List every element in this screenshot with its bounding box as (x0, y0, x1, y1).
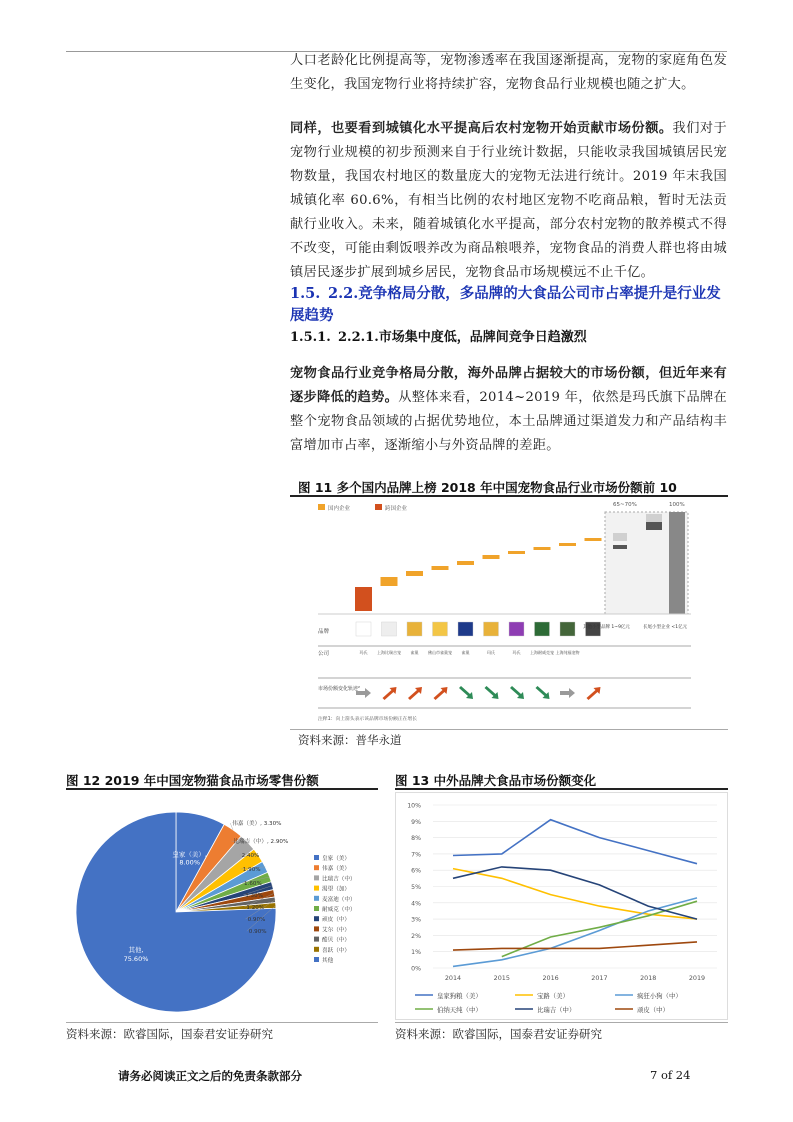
y-tick-label: 10% (407, 802, 421, 810)
y-tick-label: 0% (411, 965, 421, 973)
trend-down-arrow-icon (536, 686, 550, 699)
legend-label: 伟嘉（美） (322, 866, 350, 873)
company-label: 上海耐威克宠 (530, 650, 554, 655)
figure-12-source: 资料来源：欧睿国际，国泰君安证券研究 (66, 1027, 273, 1041)
legend-label: 顽皮（中） (322, 917, 350, 924)
figure-12-title: 图 12 2019 年中国宠物猫食品市场零售份额 (66, 773, 319, 788)
waterfall-bar (483, 555, 500, 559)
legend-label: 艾尔（中） (322, 927, 350, 934)
legend-swatch (314, 875, 319, 880)
subsection-heading (290, 326, 587, 345)
x-tick-label: 2015 (493, 974, 510, 982)
row-brand-label: 品牌 (318, 629, 330, 635)
y-tick-label: 5% (411, 884, 421, 891)
figure-11-source: 资料来源：普华永道 (298, 733, 402, 747)
trend-down-arrow-icon (485, 686, 499, 699)
pie-label: 1.90% (242, 867, 261, 873)
footer-disclaimer: 请务必阅读正文之后的免责条款部分 (118, 1069, 302, 1083)
pie-label: 2.40% (241, 853, 260, 859)
figure-11-note: 注释1：向上箭头表示该品牌市场份额正在增长 (318, 717, 417, 722)
right-label-1: 65~70% (613, 502, 637, 508)
legend-label: 疯狂小狗（中） (637, 992, 682, 1000)
waterfall-bar (432, 566, 449, 570)
figure-11-chart (313, 498, 695, 728)
y-tick-label: 2% (411, 932, 421, 940)
company-label: 玛氏 (512, 650, 521, 655)
figure-13-chart (395, 792, 728, 1020)
trend-down-arrow-icon (510, 686, 524, 699)
brand-logo (382, 622, 397, 636)
trend-up-arrow-icon (434, 687, 448, 700)
figure-12-chart (66, 792, 378, 1020)
legend-swatch (314, 926, 319, 931)
figure-12-bottom-rule (66, 1022, 378, 1023)
legend-label: 皇家狗粮（美） (437, 992, 482, 1000)
trend-up-arrow-icon (408, 687, 422, 700)
brand-logo (484, 622, 499, 636)
figure-11-bottom-rule (290, 729, 728, 730)
figure-13-rule (395, 788, 728, 790)
pie-label: 0.90% (247, 917, 266, 923)
company-label: 玛氏 (359, 650, 368, 655)
trend-up-arrow-icon (383, 687, 397, 700)
subsection-heading-text: 2.2.1.市场集中度低，品牌间竞争日趋激烈 (338, 330, 587, 345)
trend-up-arrow-icon (587, 687, 601, 700)
brand-logo (509, 622, 524, 636)
row-trend-label: 市场份额变化轨迹² (318, 686, 361, 692)
pie-label: 8.00% (179, 858, 201, 867)
legend-label: 比瑞吉（中） (322, 876, 356, 883)
paragraph-2-text: 我们对于宠物行业规模的初步预测来自于行业统计数据，只能收录我国城镇居民宠物数量，我国农村地区的数量庞大的宠物无法进行统计。2019 年末我国城镇化率 60.6%，有相当比例的农村地区宠物不吃商品粮，暂时无法贡献行业收入。未来，随着城镇化水平提高，部分农村宠物的散养模式不得不改变，可能由剩饭喂养改为商品粮喂养，宠物食品的消费人群也将由城镇居民逐步扩展到城乡居民，宠物食品市场规模远不止千亿。 (290, 121, 728, 280)
pie-label: 伟嘉（美）, 3.30% (232, 821, 282, 827)
brand-logo (458, 622, 473, 636)
paragraph-3-text: 从整体来看，2014~2019 年，依然是玛氏旗下品牌在整个宠物食品领域的占据优势地位，本土品牌通过渠道发力和产品结构丰富增加市占率，逐渐缩小与外资品牌的差距。 (290, 390, 727, 453)
pie-label: 1.60% (244, 881, 262, 887)
legend-label: 其他 (322, 958, 334, 964)
company-label: 佛山市雀巢宠 (428, 650, 452, 655)
series-line (453, 942, 697, 950)
company-label: 雀巢 (461, 650, 470, 655)
y-tick-label: 4% (411, 900, 421, 908)
company-label: 雀巢 (410, 650, 419, 655)
others-bar-2 (613, 545, 627, 549)
legend-label: 耐威克（中） (322, 907, 356, 913)
section-heading-number: 1.5. (290, 285, 321, 302)
pie-label: 皇家（美）, (172, 850, 207, 859)
pie-label: 75.60% (123, 955, 149, 963)
paragraph-1 (290, 49, 727, 97)
paragraph-2 (290, 117, 727, 285)
legend-label: 喜跃（中） (322, 947, 350, 954)
pie-label: 比瑞吉（中）, 2.90% (233, 839, 289, 845)
legend-swatch (314, 937, 319, 942)
figure-13-title: 图 13 中外品牌犬食品市场份额变化 (395, 773, 597, 788)
legend-label: 伯纳天纯（中） (437, 1006, 482, 1014)
legend-label: 麦富迪（中） (322, 896, 356, 903)
others-long-label: 长尾小型企业 <1亿元 (643, 625, 688, 630)
legend-swatch (314, 886, 319, 891)
paragraph-1-text: 人口老龄化比例提高等，宠物渗透率在我国逐渐提高，宠物的家庭角色发生变化，我国宠物行业将持续扩容，宠物食品行业规模也随之扩大。 (290, 53, 727, 92)
brand-logo (433, 622, 448, 636)
pie-label: 1.30% (245, 893, 263, 899)
legend-domestic: 国内企业 (328, 506, 351, 512)
y-tick-label: 6% (411, 867, 421, 875)
x-tick-label: 2018 (640, 974, 657, 982)
right-label-2: 100% (669, 502, 685, 508)
legend-swatch (314, 916, 319, 921)
brand-logo (560, 622, 575, 636)
legend-swatch-domestic (318, 504, 325, 510)
legend-label: 顽皮（中） (637, 1006, 669, 1014)
waterfall-bar (381, 577, 398, 586)
paragraph-3 (290, 362, 727, 458)
x-tick-label: 2014 (444, 974, 462, 982)
row-company-label: 公司 (318, 651, 330, 657)
waterfall-bar (406, 571, 423, 576)
pie-label: 0.90% (248, 929, 267, 935)
legend-label: 酷贝（中） (322, 937, 350, 944)
figure-13-source: 资料来源：欧睿国际，国泰君安证券研究 (395, 1027, 602, 1041)
y-tick-label: 3% (411, 916, 421, 924)
series-line (453, 820, 697, 864)
others-bar-1 (613, 533, 627, 541)
company-label: 玛氏 (487, 650, 495, 655)
section-heading-text: 2.2.竞争格局分散，多品牌的大食品公司市占率提升是行业发展趋势 (290, 285, 721, 324)
company-label: 上海比瑞吉宠 (377, 650, 401, 655)
waterfall-bar (559, 543, 576, 546)
subsection-heading-number: 1.5.1. (290, 330, 331, 345)
waterfall-bar (585, 538, 602, 541)
x-tick-label: 2017 (591, 974, 608, 982)
trend-down-arrow-icon (459, 686, 473, 699)
legend-swatch (314, 957, 319, 962)
waterfall-bar (534, 547, 551, 550)
trend-flat-arrow-icon (560, 688, 575, 698)
legend-swatch (314, 906, 319, 911)
page-number: 7 of 24 (650, 1068, 691, 1082)
series-line (453, 867, 697, 919)
legend-label: 皇家（美） (322, 856, 350, 862)
y-tick-label: 1% (411, 949, 421, 957)
figure-13-bottom-rule (395, 1022, 728, 1023)
pie-label: 1.20% (246, 905, 265, 911)
brand-logo (356, 622, 371, 636)
legend-swatch (314, 947, 319, 952)
legend-swatch (314, 896, 319, 901)
figure-12-rule (66, 788, 378, 790)
waterfall-bar (508, 551, 525, 554)
others-bar-3 (646, 514, 662, 522)
brand-logo (407, 622, 422, 636)
others-small-label: 其他小型品牌 1~9亿元 (583, 625, 630, 630)
paragraph-2-bold: 同样，也要看到城镇化水平提高后农村宠物开始贡献市场份额。 (290, 121, 673, 136)
x-tick-label: 2019 (688, 974, 706, 982)
legend-label: 渴望（加） (322, 886, 350, 893)
company-label: 上海纯福宠物 (555, 650, 580, 655)
y-tick-label: 7% (411, 851, 421, 859)
legend-label: 比瑞吉（中） (537, 1006, 576, 1014)
legend-swatch (314, 855, 319, 860)
paragraph-3-bold: 宠物食品行业竞争格局分散，海外品牌占据较大的市场份额，但近年来有逐步降低的趋势。 (290, 366, 727, 405)
x-tick-label: 2016 (542, 974, 559, 982)
total-bar (669, 512, 685, 614)
brand-logo (535, 622, 550, 636)
legend-swatch-foreign (375, 504, 382, 510)
figure-11-title: 图 11 多个国内品牌上榜 2018 年中国宠物食品行业市场份额前 10 (298, 480, 677, 495)
legend-label: 宝路（美） (537, 992, 569, 1000)
legend-foreign: 跨国企业 (385, 506, 408, 512)
y-tick-label: 9% (411, 818, 421, 826)
section-heading (290, 283, 730, 327)
waterfall-bar (457, 561, 474, 565)
waterfall-bar (355, 587, 372, 611)
y-tick-label: 8% (411, 835, 421, 843)
legend-swatch (314, 865, 319, 870)
others-bar-4 (646, 522, 662, 530)
chart-frame (396, 793, 728, 1020)
figure-11-rule (290, 495, 728, 497)
pie-label: 其他, (128, 946, 144, 954)
